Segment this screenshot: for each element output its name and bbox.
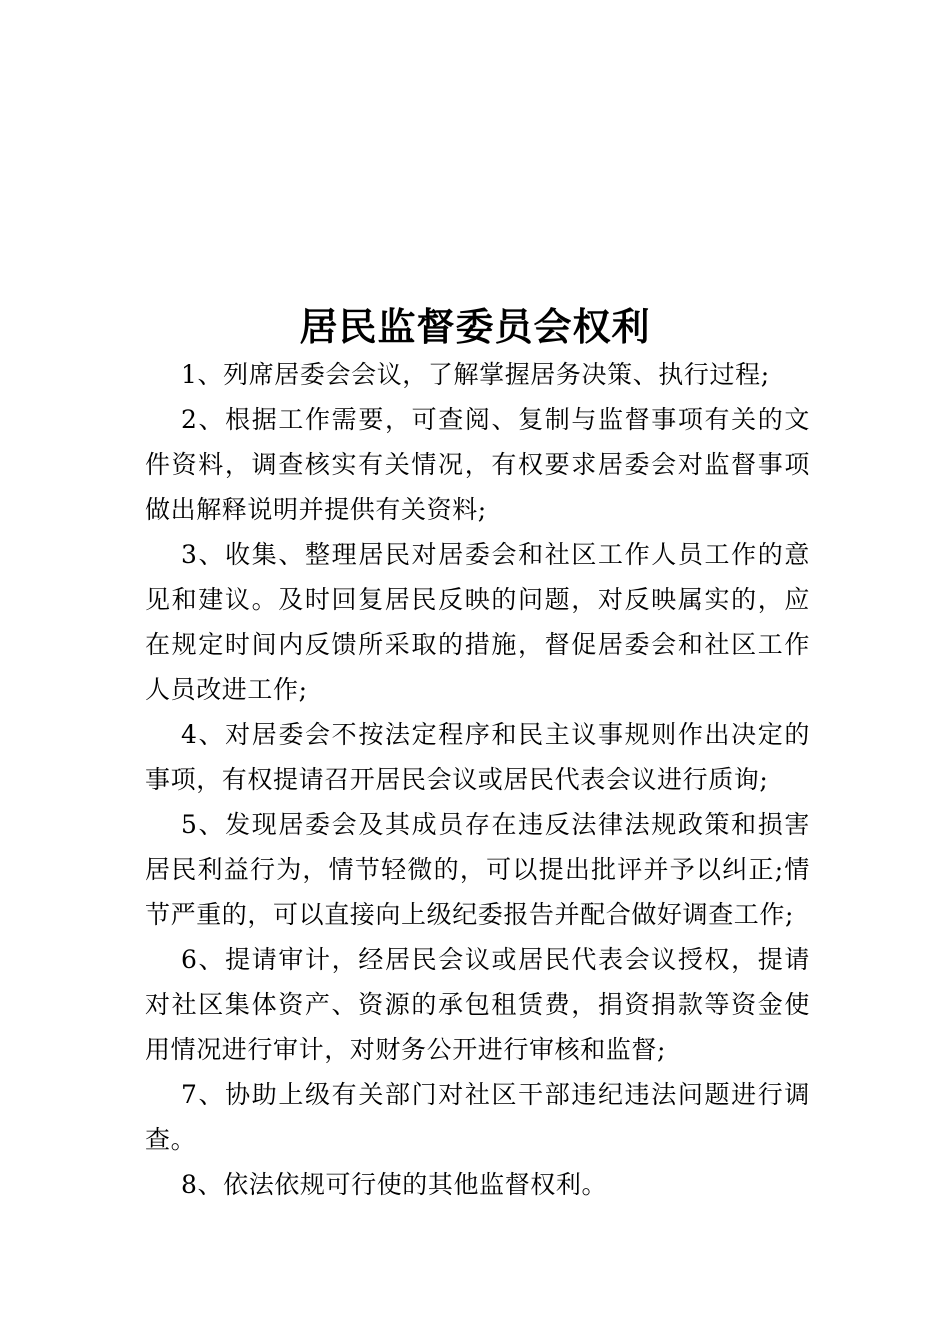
document-title: 居民监督委员会权利 <box>299 305 651 349</box>
paragraph-item-5: 5、发现居委会及其成员存在违反法律法规政策和损害居民利益行为，情节轻微的，可以提出批评并予以纠正;情节严重的，可以直接向上级纪委报告并配合做好调查工作; <box>145 810 810 929</box>
paragraph-item-1: 1、列席居委会会议，了解掌握居务决策、执行过程; <box>181 360 770 389</box>
paragraph-item-8: 8、依法依规可行使的其他监督权利。 <box>181 1170 608 1199</box>
paragraph-item-3: 3、收集、整理居民对居委会和社区工作人员工作的意见和建议。及时回复居民反映的问题，对反映属实的，应在规定时间内反馈所采取的措施，督促居委会和社区工作人员改进工作; <box>145 540 810 704</box>
paragraph-item-4: 4、对居委会不按法定程序和民主议事规则作出决定的事项，有权提请召开居民会议或居民代表会议进行质询; <box>145 720 810 794</box>
paragraph-item-6: 6、提请审计，经居民会议或居民代表会议授权，提请对社区集体资产、资源的承包租赁费，捐资捐款等资金使用情况进行审计，对财务公开进行审核和监督; <box>145 945 810 1064</box>
document-body <box>145 352 810 1207</box>
paragraph-item-7: 7、协助上级有关部门对社区干部违纪违法问题进行调查。 <box>145 1080 810 1154</box>
paragraph-item-2: 2、根据工作需要，可查阅、复制与监督事项有关的文件资料，调查核实有关情况，有权要求居委会对监督事项做出解释说明并提供有关资料; <box>145 405 810 524</box>
